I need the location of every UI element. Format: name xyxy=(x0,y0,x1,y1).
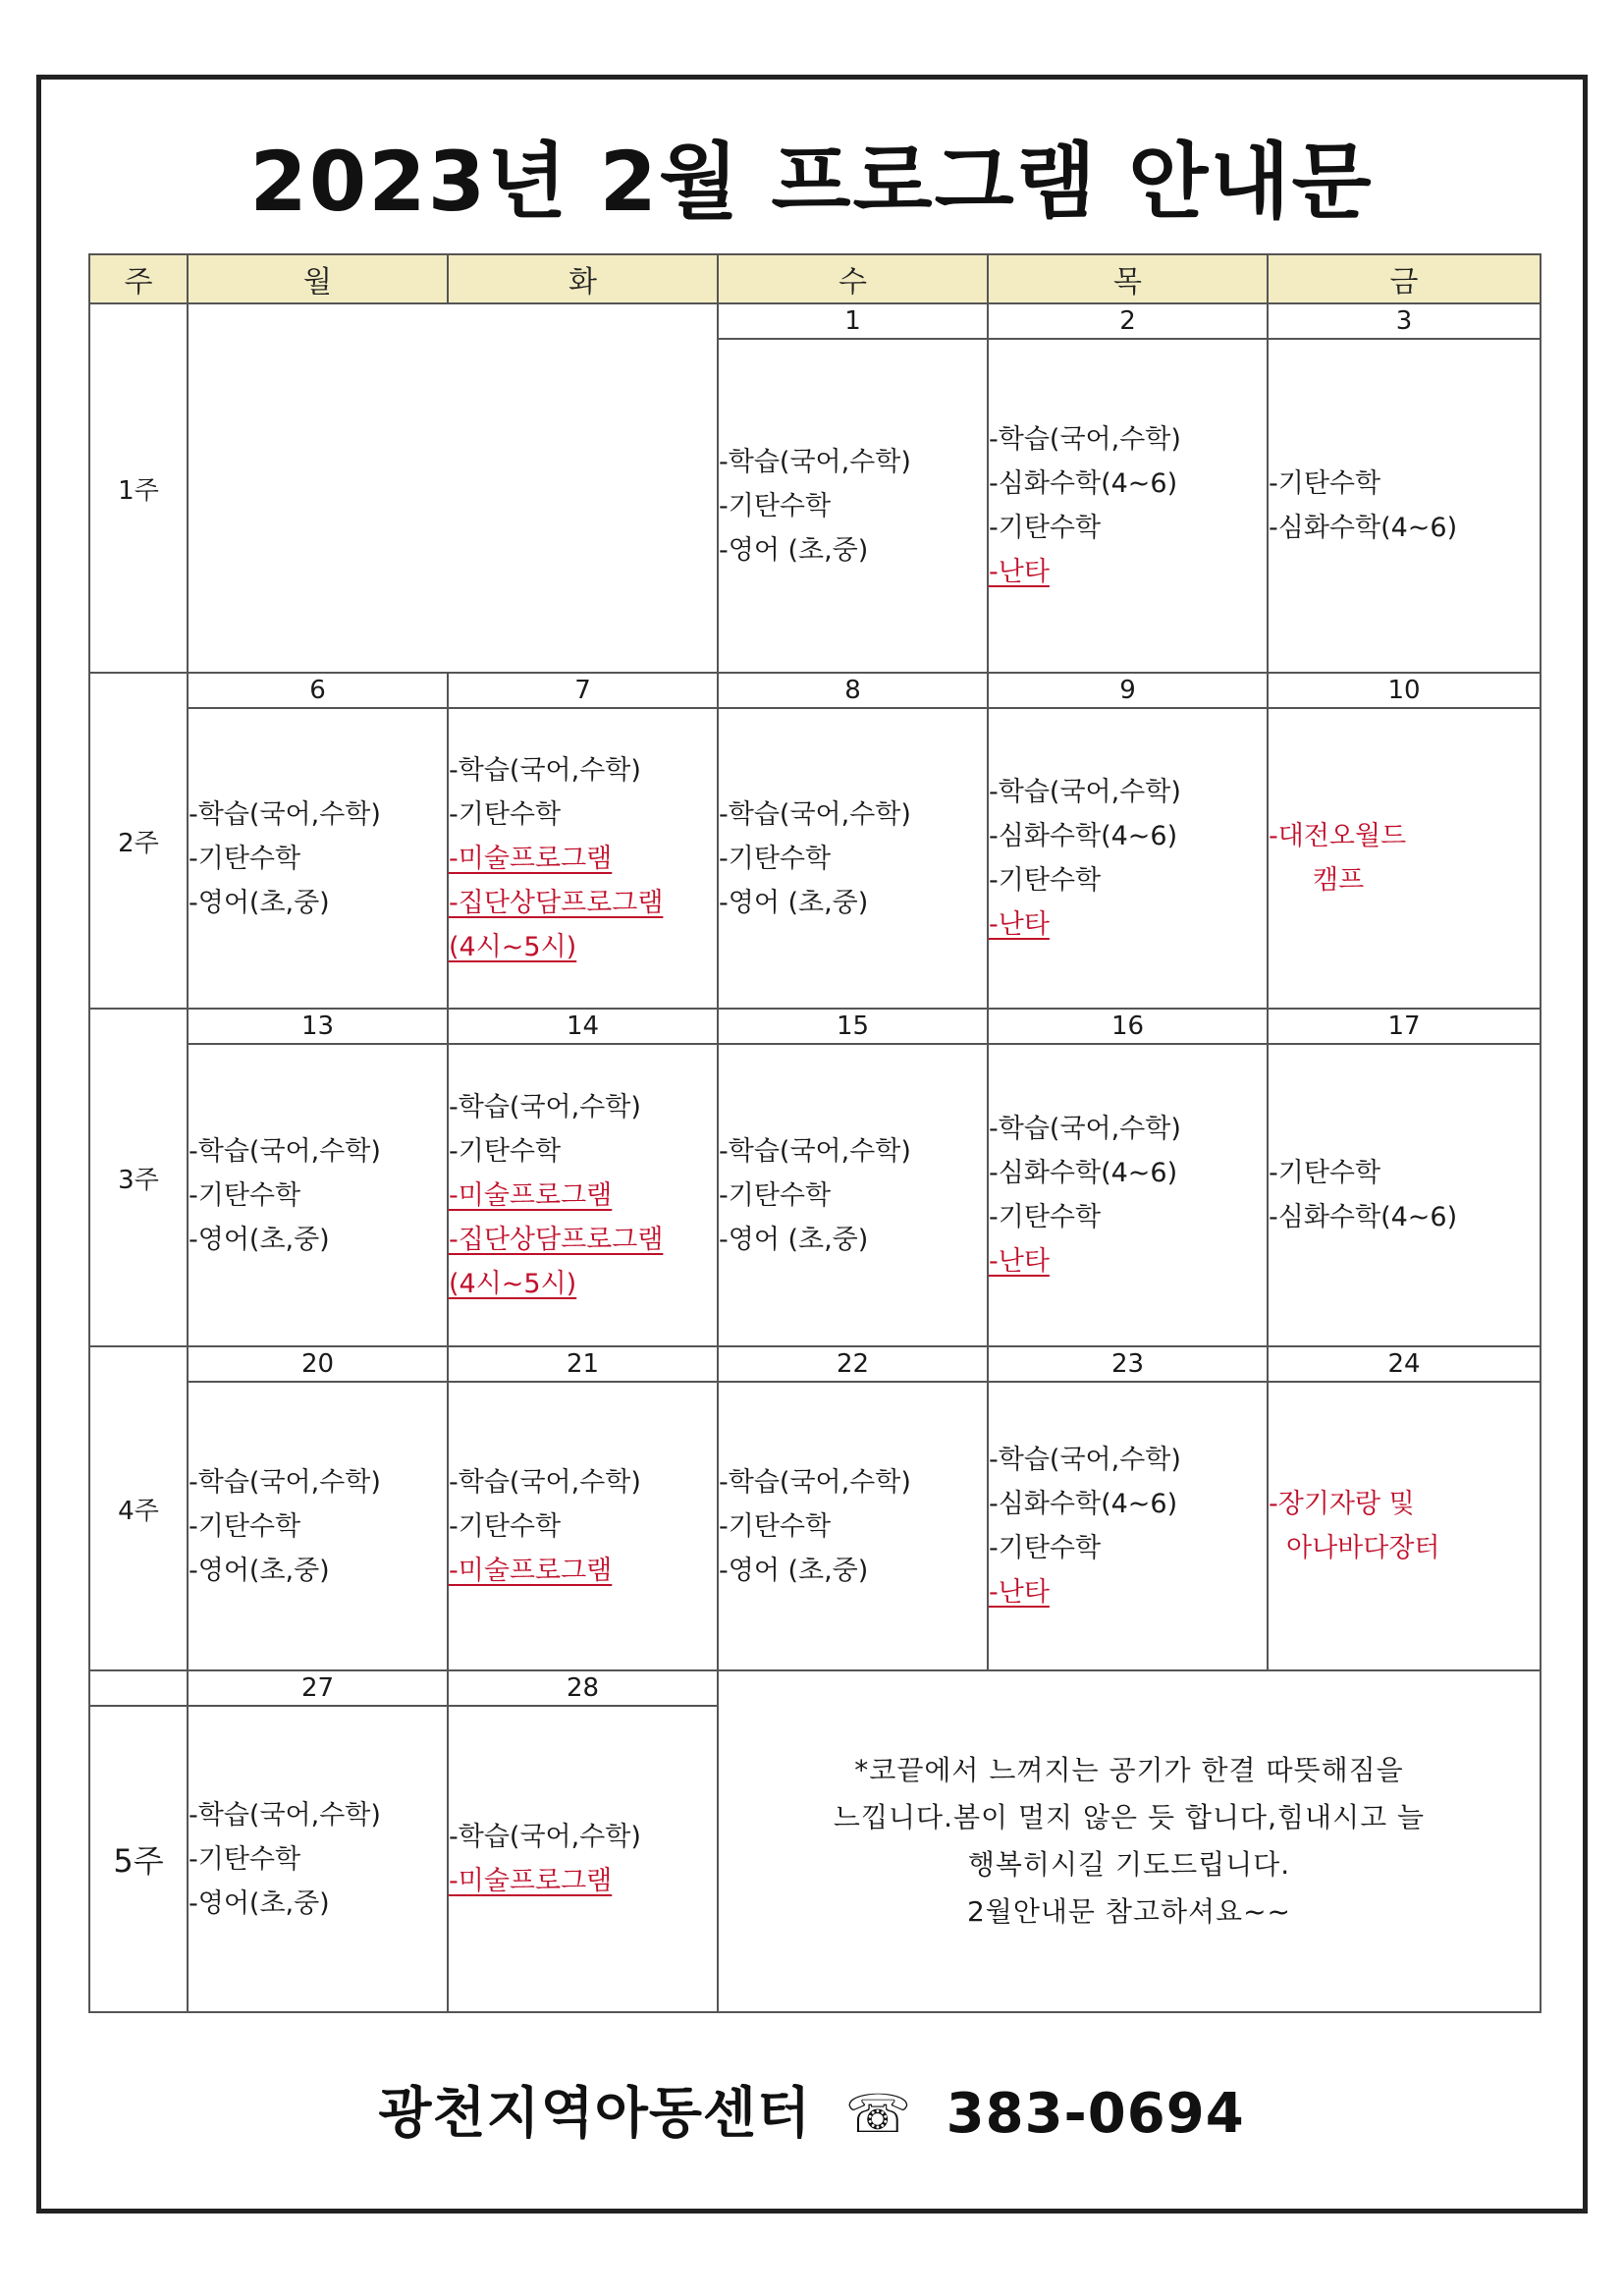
program-item: -학습(국어,수학) xyxy=(989,1445,1181,1475)
program-item xyxy=(449,1218,717,1262)
week1-date-row xyxy=(89,303,1541,339)
program-item: -학습(국어,수학) xyxy=(189,1135,381,1167)
program-item: 캠프 xyxy=(1313,865,1365,896)
program-item: -학습(국어,수학) xyxy=(719,446,911,477)
header-fri: 금 xyxy=(1268,254,1541,303)
program-item: -영어 (초,중) xyxy=(719,1224,869,1255)
date-cell: 23 xyxy=(988,1346,1268,1382)
program-item: -학습(국어,수학) xyxy=(719,1466,911,1498)
date-cell: 10 xyxy=(1268,673,1541,708)
program-cell xyxy=(988,1382,1268,1670)
date-cell: 13 xyxy=(188,1009,448,1044)
program-item-text: -난타 xyxy=(989,557,1050,587)
program-item: -학습(국어,수학) xyxy=(189,1799,381,1831)
program-item: -기탄수학 xyxy=(719,1510,832,1542)
footer-contact xyxy=(0,2070,1623,2149)
program-item xyxy=(989,902,1267,947)
program-item: -영어(초,중) xyxy=(189,1555,330,1586)
program-item xyxy=(449,881,717,925)
program-item: -심화수학(4~6) xyxy=(1269,513,1458,543)
week-label: 5주 xyxy=(89,1706,188,2012)
program-item-text: -미술프로그램 xyxy=(449,843,613,874)
date-cell: 17 xyxy=(1268,1009,1541,1044)
program-item: -심화수학(4~6) xyxy=(989,821,1178,851)
program-cell xyxy=(1268,708,1541,1009)
program-cell xyxy=(188,1382,448,1670)
program-item-text: -집단상담프로그램 xyxy=(449,1224,664,1255)
program-item-text: -난타 xyxy=(989,1577,1050,1608)
program-item: -심화수학(4~6) xyxy=(1269,1202,1458,1232)
program-item: -기탄수학 xyxy=(189,1179,301,1211)
week-label: 3주 xyxy=(89,1009,188,1346)
program-item: -영어(초,중) xyxy=(189,1887,330,1919)
program-item: -학습(국어,수학) xyxy=(719,1135,911,1167)
date-cell: 1 xyxy=(718,303,988,339)
date-cell: 28 xyxy=(448,1670,718,1706)
program-item: -기탄수학 xyxy=(189,1510,301,1542)
program-item: -학습(국어,수학) xyxy=(449,1466,641,1498)
week3-content-row xyxy=(89,1044,1541,1346)
header-mon: 월 xyxy=(188,254,448,303)
program-item: -영어(초,중) xyxy=(189,1224,330,1255)
program-item: -기탄수학 xyxy=(719,490,832,521)
program-cell xyxy=(188,1044,448,1346)
program-item-text: -미술프로그램 xyxy=(449,1555,613,1586)
program-cell xyxy=(718,1382,988,1670)
program-item xyxy=(989,550,1267,594)
program-cell xyxy=(1268,339,1541,673)
date-cell: 24 xyxy=(1268,1346,1541,1382)
notice-line: *코끝에서 느껴지는 공기가 한결 따뜻해짐을 xyxy=(854,1754,1404,1786)
program-item: -영어 (초,중) xyxy=(719,534,869,566)
program-item: 아나바다장터 xyxy=(1286,1533,1440,1563)
notice-line: 느낍니다.봄이 멀지 않은 듯 합니다,힘내시고 늘 xyxy=(833,1801,1426,1833)
program-item: -기탄수학 xyxy=(719,843,832,874)
date-cell: 7 xyxy=(448,673,718,708)
header-thu: 목 xyxy=(988,254,1268,303)
program-cell xyxy=(1268,1382,1541,1670)
program-item: -학습(국어,수학) xyxy=(989,777,1181,807)
program-item-text: -난타 xyxy=(989,1246,1050,1277)
week4-date-row xyxy=(89,1346,1541,1382)
program-item: -기탄수학 xyxy=(989,1533,1102,1563)
program-item: -학습(국어,수학) xyxy=(989,424,1181,455)
program-item xyxy=(449,837,717,881)
program-item: -영어 (초,중) xyxy=(719,887,869,918)
program-item: -학습(국어,수학) xyxy=(189,798,381,830)
program-item: -기탄수학 xyxy=(449,798,562,830)
program-item: -기탄수학 xyxy=(449,1135,562,1167)
program-item: -학습(국어,수학) xyxy=(189,1466,381,1498)
week2-content-row xyxy=(89,708,1541,1009)
program-item: -영어(초,중) xyxy=(189,887,330,918)
date-cell: 15 xyxy=(718,1009,988,1044)
program-item xyxy=(989,1570,1267,1614)
header-week: 주 xyxy=(89,254,188,303)
program-item: -대전오월드 xyxy=(1269,821,1407,851)
program-item xyxy=(449,1262,717,1306)
notice-message xyxy=(718,1670,1541,2012)
header-tue: 화 xyxy=(448,254,718,303)
program-item: -기탄수학 xyxy=(449,1510,562,1542)
program-cell xyxy=(1268,1044,1541,1346)
program-cell xyxy=(718,339,988,673)
program-cell xyxy=(718,708,988,1009)
week3-date-row xyxy=(89,1009,1541,1044)
program-cell xyxy=(448,1382,718,1670)
date-cell: 21 xyxy=(448,1346,718,1382)
program-item: -기탄수학 xyxy=(989,865,1102,896)
program-item: -기탄수학 xyxy=(189,843,301,874)
program-cell xyxy=(988,708,1268,1009)
notice-line: 2월안내문 참고하셔요~~ xyxy=(966,1895,1292,1928)
date-cell: 27 xyxy=(188,1670,448,1706)
program-item: -기탄수학 xyxy=(1269,468,1381,499)
program-item-text: -난타 xyxy=(989,909,1050,940)
date-cell: 3 xyxy=(1268,303,1541,339)
week5-date-row xyxy=(89,1670,1541,1706)
telephone-icon: ☏ xyxy=(844,2083,913,2145)
date-cell: 16 xyxy=(988,1009,1268,1044)
date-cell: 8 xyxy=(718,673,988,708)
program-item: -학습(국어,수학) xyxy=(449,1091,641,1122)
program-item xyxy=(449,925,717,969)
notice-line: 행복히시길 기도드립니다. xyxy=(967,1848,1291,1881)
program-item: -장기자랑 및 xyxy=(1269,1489,1415,1519)
program-item: -기탄수학 xyxy=(989,1202,1102,1232)
calendar-table xyxy=(88,253,1542,2013)
program-cell xyxy=(188,708,448,1009)
week2-date-row xyxy=(89,673,1541,708)
program-item: -학습(국어,수학) xyxy=(449,754,641,786)
date-cell: 2 xyxy=(988,303,1268,339)
program-cell xyxy=(988,1044,1268,1346)
program-item xyxy=(989,1239,1267,1284)
program-item xyxy=(449,1859,717,1903)
date-cell: 20 xyxy=(188,1346,448,1382)
program-item: -기탄수학 xyxy=(719,1179,832,1211)
program-cell xyxy=(448,708,718,1009)
date-cell: 6 xyxy=(188,673,448,708)
empty-cell xyxy=(188,303,718,673)
program-cell xyxy=(718,1044,988,1346)
empty-cell xyxy=(89,1670,188,1706)
program-item: -학습(국어,수학) xyxy=(449,1822,641,1852)
program-item: -기탄수학 xyxy=(1269,1158,1381,1188)
program-item xyxy=(449,1174,717,1218)
program-cell xyxy=(988,339,1268,673)
program-item: -학습(국어,수학) xyxy=(989,1114,1181,1144)
program-cell xyxy=(448,1044,718,1346)
program-item: -기탄수학 xyxy=(989,513,1102,543)
header-wed: 수 xyxy=(718,254,988,303)
date-cell: 9 xyxy=(988,673,1268,708)
date-cell: 14 xyxy=(448,1009,718,1044)
program-cell xyxy=(448,1706,718,2012)
header-row xyxy=(89,254,1541,303)
program-item: -기탄수학 xyxy=(189,1843,301,1875)
program-item: -학습(국어,수학) xyxy=(719,798,911,830)
week-label: 4주 xyxy=(89,1346,188,1670)
page-title: 2023년 2월 프로그램 안내문 xyxy=(249,134,1374,230)
phone-number: 383-0694 xyxy=(946,2082,1245,2146)
program-item-text: (4시~5시) xyxy=(449,931,577,962)
program-item: -심화수학(4~6) xyxy=(989,1158,1178,1188)
program-item xyxy=(449,1549,717,1593)
program-item: -심화수학(4~6) xyxy=(989,1489,1178,1519)
program-item-text: -집단상담프로그램 xyxy=(449,887,664,918)
program-item-text: (4시~5시) xyxy=(449,1268,577,1299)
program-item-text: -미술프로그램 xyxy=(449,1179,613,1211)
program-cell xyxy=(188,1706,448,2012)
program-item-text: -미술프로그램 xyxy=(449,1866,613,1896)
week4-content-row xyxy=(89,1382,1541,1670)
program-item: -심화수학(4~6) xyxy=(989,468,1178,499)
center-name: 광천지역아동센터 xyxy=(378,2082,812,2146)
date-cell: 22 xyxy=(718,1346,988,1382)
week-label: 1주 xyxy=(89,303,188,673)
week-label: 2주 xyxy=(89,673,188,1009)
program-item: -영어 (초,중) xyxy=(719,1555,869,1586)
